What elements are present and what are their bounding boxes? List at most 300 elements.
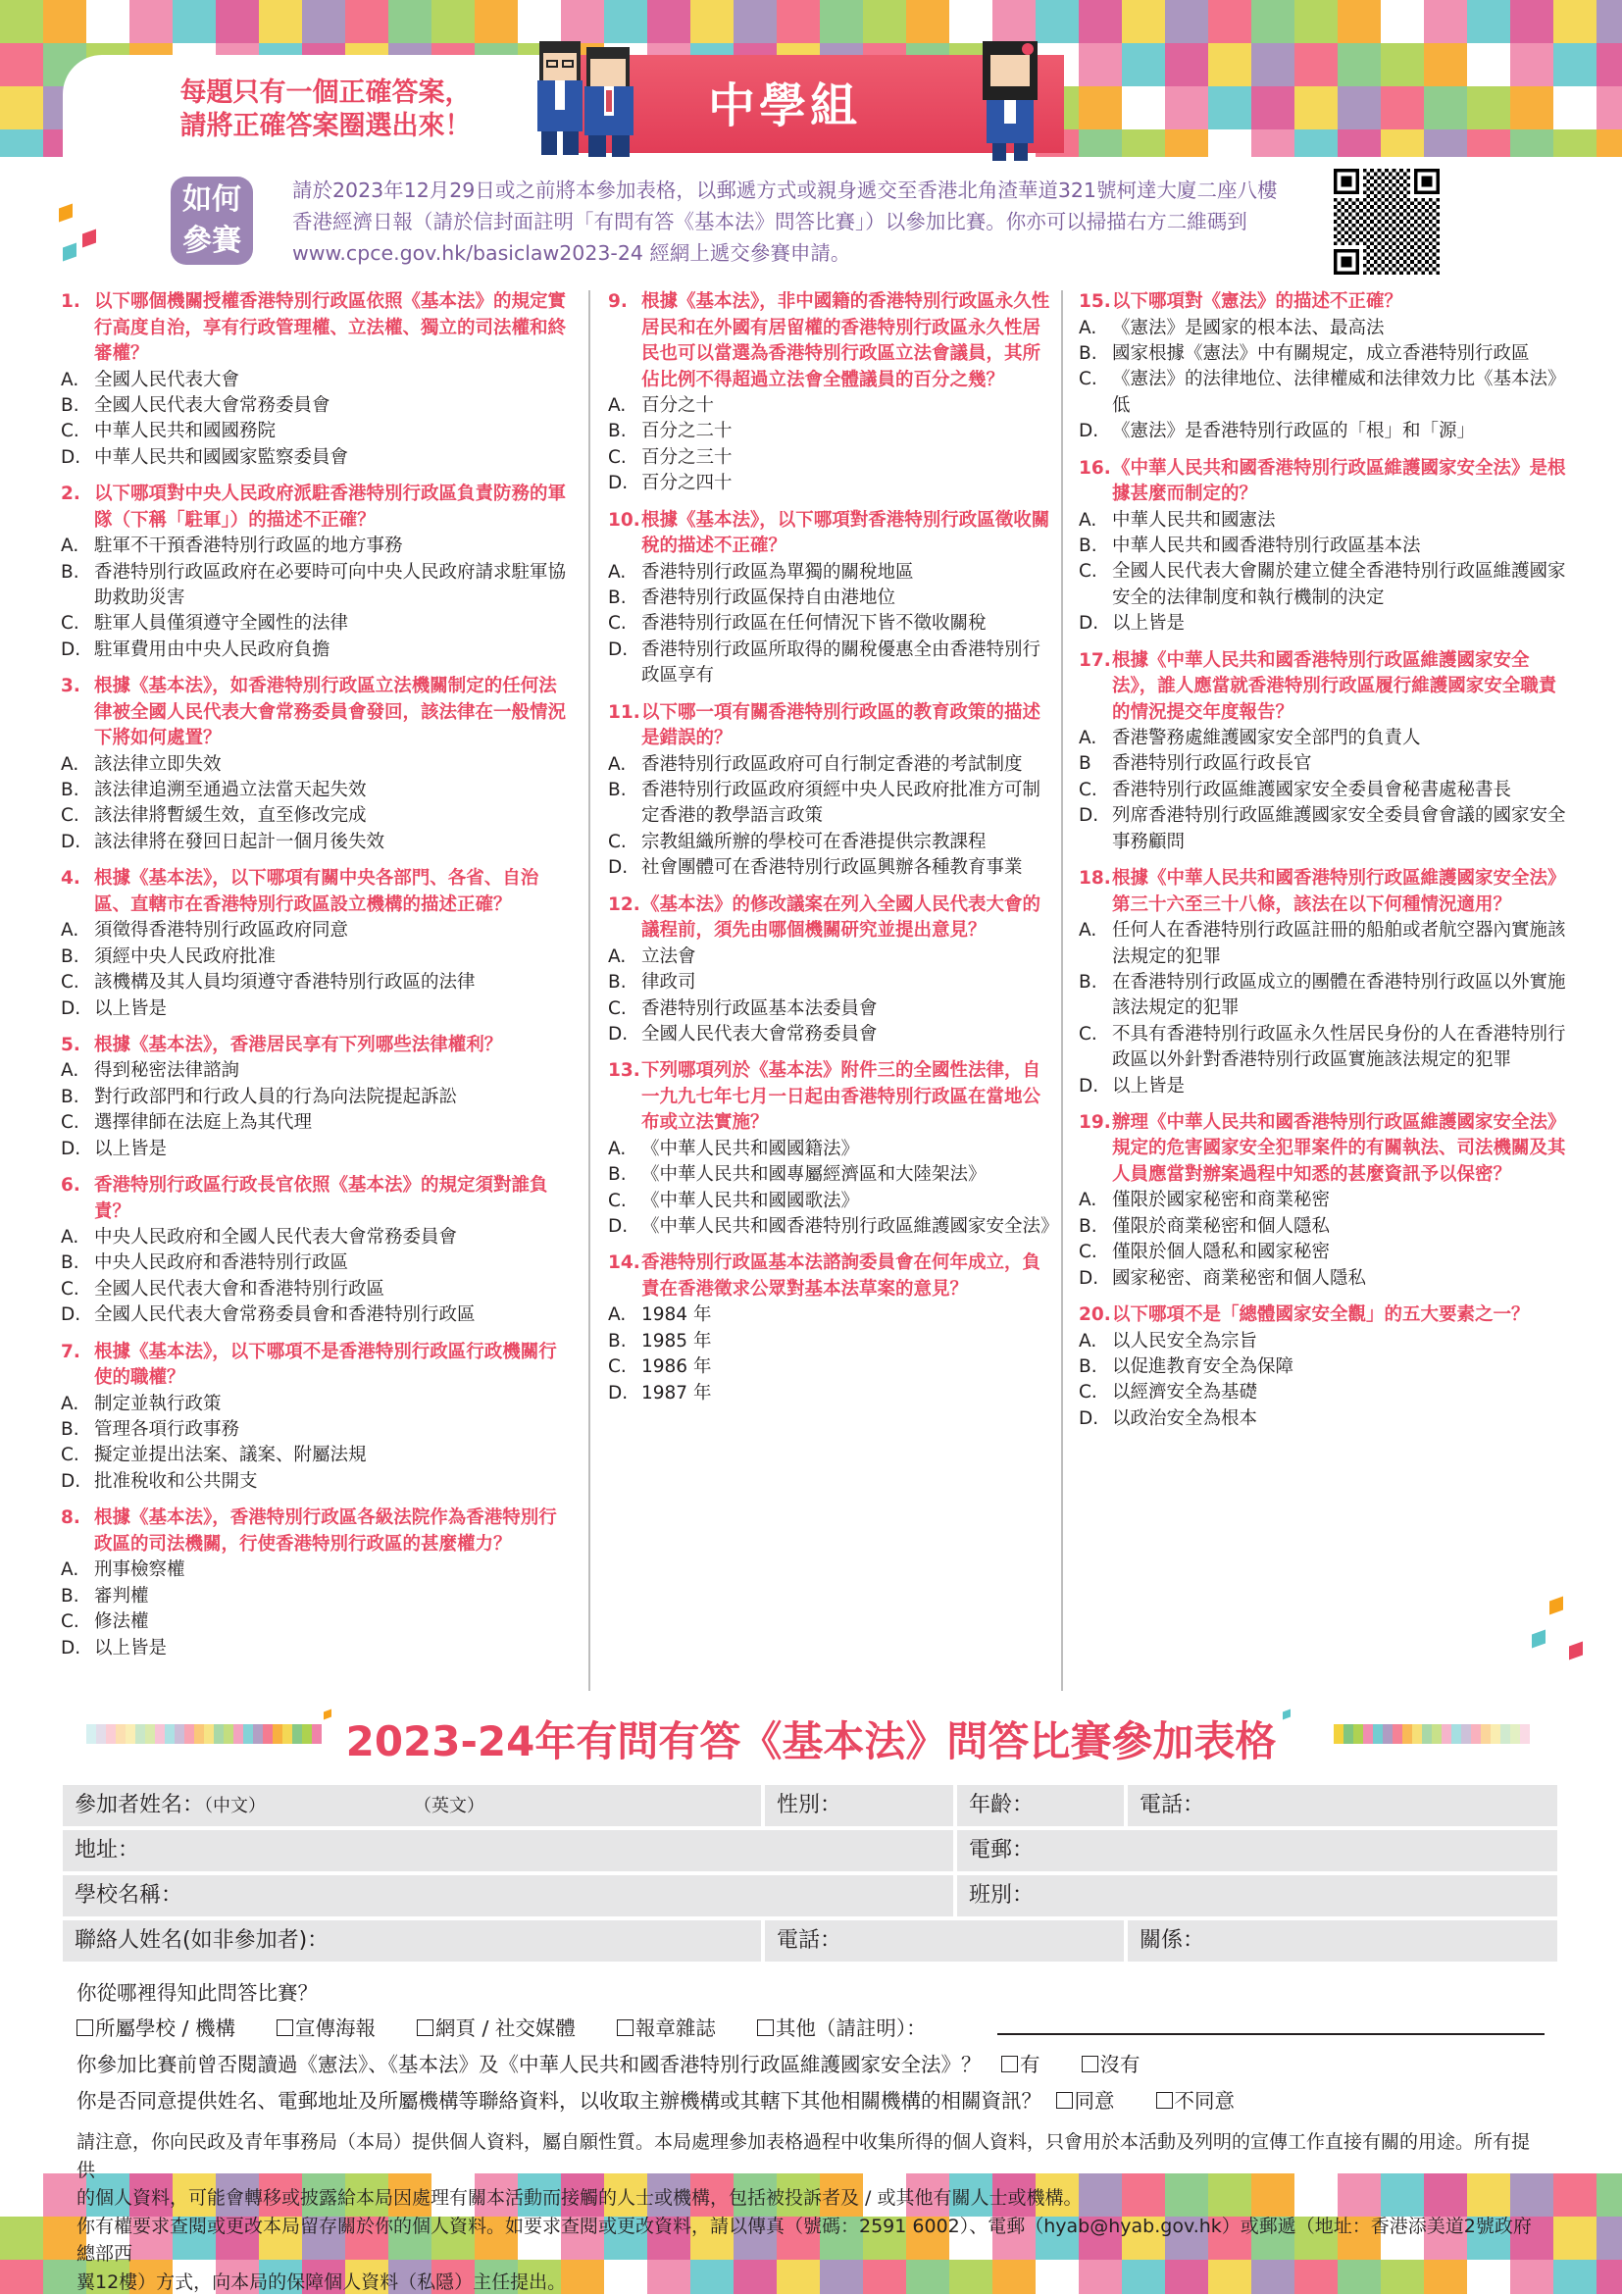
option-text: 在香港特別行政區成立的團體在香港特別行政區以外實施該法規定的犯罪	[1112, 970, 1571, 1022]
answer-option[interactable]	[61, 830, 575, 855]
option-letter: B.	[608, 778, 641, 830]
mosaic-tile	[1122, 43, 1165, 86]
option-letter: C.	[61, 611, 94, 637]
question-stem: 根據《基本法》，以下哪項不是香港特別行政區行政機關行使的職權？	[94, 1340, 575, 1392]
option-letter: C.	[61, 419, 94, 444]
strip-tile	[1471, 1724, 1481, 1744]
source-option[interactable]	[76, 2014, 235, 2043]
checkbox-icon[interactable]	[1056, 2092, 1073, 2109]
question-stem: 根據《基本法》，香港居民享有下列哪些法律權利？	[94, 1033, 575, 1059]
option-text: 1987 年	[641, 1381, 1055, 1406]
mosaic-tile	[86, 0, 129, 43]
read-question: 你參加比賽前曾否閱讀過《憲法》、《基本法》及《中華人民共和國香港特別行政區維護國家安全法》？	[76, 2053, 982, 2076]
option-text: 1986 年	[641, 1354, 1055, 1380]
checkbox-icon[interactable]	[1082, 2056, 1098, 2072]
answer-option[interactable]	[61, 1085, 575, 1110]
answer-option[interactable]	[61, 445, 575, 471]
source-label: 網頁 / 社交媒體	[435, 2016, 576, 2040]
strip-tile	[263, 1724, 273, 1744]
answer-option[interactable]	[1079, 1354, 1571, 1380]
answer-option[interactable]	[61, 970, 575, 995]
option-text: 修法權	[94, 1609, 575, 1635]
option-letter: B.	[1079, 970, 1112, 1022]
how-line-2: 香港經濟日報（請於信封面註明「有問有答《基本法》問答比賽」）以參加比賽。你亦可以掃描右方二維碼到	[292, 206, 1312, 237]
mosaic-tile	[1208, 0, 1251, 43]
class-field[interactable]	[957, 1875, 1557, 1916]
strip-tile	[194, 1724, 204, 1744]
mosaic-tile	[1553, 86, 1597, 129]
answer-option[interactable]	[1079, 316, 1571, 341]
option-letter: C.	[1079, 778, 1112, 803]
option-text: 全國人民代表大會關於建立健全香港特別行政區維護國家安全的法律制度和執行機制的決定	[1112, 559, 1571, 611]
answer-option[interactable]	[61, 1250, 575, 1276]
option-letter: B.	[608, 1162, 641, 1188]
question-number: 19.	[1079, 1110, 1112, 1189]
source-label: 報章雜誌	[635, 2016, 716, 2040]
question-block	[61, 289, 575, 471]
option-text: 百分之十	[641, 393, 1055, 419]
checkbox-icon[interactable]	[1001, 2056, 1018, 2072]
answer-option[interactable]	[1079, 1074, 1571, 1099]
question-stem: 根據《基本法》，香港特別行政區各級法院作為香港特別行政區的司法機關，行使香港特別行政區的甚麼權力？	[94, 1505, 575, 1557]
form-row-1	[63, 1785, 1557, 1826]
question-stem: 下列哪項列於《基本法》附件三的全國性法律，自一九九七年七月一日起由香港特別行政區在當地公布或立法實施？	[641, 1058, 1055, 1137]
option-letter: A.	[1079, 1329, 1112, 1354]
option-text: 中央人民政府和全國人民代表大會常務委員會	[94, 1225, 575, 1250]
answer-option[interactable]	[1079, 1240, 1571, 1265]
option-text: 該法律將在發回日起計一個月後失效	[94, 830, 575, 855]
relationship-field[interactable]	[1128, 1920, 1557, 1962]
checkbox-icon[interactable]	[1156, 2092, 1173, 2109]
answer-option[interactable]	[608, 778, 1055, 830]
answer-option[interactable]	[61, 419, 575, 444]
option-letter: A.	[61, 1392, 94, 1417]
strip-tile	[145, 1724, 155, 1744]
consent-question-row	[76, 2086, 1276, 2116]
option-letter: C.	[61, 1443, 94, 1468]
strip-tile	[302, 1724, 312, 1744]
checkbox-icon[interactable]	[417, 2019, 433, 2036]
contact-label: 聯絡人姓名(如非參加者)：	[75, 1928, 329, 1953]
option-text: 以促進教育安全為保障	[1112, 1354, 1571, 1380]
answer-option[interactable]	[61, 560, 575, 612]
answer-option[interactable]	[608, 471, 1055, 496]
source-option[interactable]	[617, 2014, 716, 2043]
group-title: 中學組	[598, 71, 971, 141]
option-text: 擬定並提出法案、議案、附屬法規	[94, 1443, 575, 1468]
option-text: 審判權	[94, 1584, 575, 1609]
answer-option[interactable]	[61, 1225, 575, 1250]
answer-option[interactable]	[608, 1022, 1055, 1047]
answer-option[interactable]	[608, 1162, 1055, 1188]
how-line-3[interactable]: www.cpce.gov.hk/basiclaw2023-24 經網上遞交參賽申請。	[292, 237, 1312, 269]
strip-tile	[175, 1724, 184, 1744]
answer-option[interactable]	[61, 534, 575, 559]
option-letter: A.	[608, 1137, 641, 1162]
answer-option[interactable]	[61, 918, 575, 944]
option-text: 國家根據《憲法》中有關規定，成立香港特別行政區	[1112, 341, 1571, 367]
answer-option[interactable]	[61, 1110, 575, 1136]
name-cn-label: （中文）	[204, 1796, 266, 1816]
mosaic-tile	[1597, 43, 1622, 86]
question-stem: 《中華人民共和國香港特別行政區維護國家安全法》是根據甚麼而制定的？	[1112, 456, 1571, 508]
title-pixel-strip-left	[86, 1724, 322, 1744]
mosaic-tile	[1165, 129, 1208, 157]
read-yes-option[interactable]	[1001, 2050, 1040, 2079]
age-label: 年齡：	[969, 1793, 1034, 1817]
answer-option[interactable]	[608, 1214, 1055, 1240]
question-stem: 以下哪項不是「總體國家安全觀」的五大要素之一？	[1112, 1302, 1571, 1329]
option-text: 國家秘密、商業秘密和個人隱私	[1112, 1266, 1571, 1292]
question-block	[608, 1250, 1055, 1406]
option-letter: B.	[1079, 341, 1112, 367]
option-letter: A.	[608, 393, 641, 419]
option-text: 僅限於國家秘密和商業秘密	[1112, 1188, 1571, 1213]
mosaic-tile	[1338, 43, 1381, 86]
notice-line-4: 翼12樓）方式，向本局的保障個人資料（私隱）主任提出。	[76, 2269, 1547, 2296]
answer-option[interactable]	[1079, 918, 1571, 970]
mosaic-tile	[1079, 43, 1122, 86]
answer-option[interactable]	[1079, 1406, 1571, 1432]
phone-label: 電話：	[1140, 1793, 1204, 1817]
strip-tile	[243, 1724, 253, 1744]
option-text: 《中華人民共和國專屬經濟區和大陸架法》	[641, 1162, 1055, 1188]
phone-field[interactable]	[1128, 1785, 1557, 1826]
option-text: 百分之三十	[641, 445, 1055, 471]
source-option-other[interactable]	[757, 2014, 927, 2043]
option-letter: B.	[1079, 534, 1112, 559]
question-number: 13.	[608, 1058, 641, 1137]
mosaic-tile	[1510, 43, 1553, 86]
mosaic-tile	[1597, 2260, 1622, 2294]
answer-option[interactable]	[608, 1189, 1055, 1214]
answer-option[interactable]	[1079, 1188, 1571, 1213]
girl-mascot-icon	[977, 35, 1045, 163]
answer-option[interactable]	[608, 944, 1055, 970]
option-text: 僅限於商業秘密和個人隱私	[1112, 1214, 1571, 1240]
source-option[interactable]	[417, 2014, 576, 2043]
answer-option[interactable]	[1079, 611, 1571, 637]
answer-option[interactable]	[61, 368, 575, 393]
answer-option[interactable]	[608, 638, 1055, 689]
answer-option[interactable]	[608, 393, 1055, 419]
answer-option[interactable]	[608, 445, 1055, 471]
option-letter: C.	[1079, 367, 1112, 419]
answer-option[interactable]	[1079, 1022, 1571, 1074]
question-number: 15.	[1079, 289, 1112, 316]
address-field[interactable]	[63, 1830, 953, 1871]
mosaic-tile	[1553, 129, 1597, 157]
option-text: 全國人民代表大會常務委員會和香港特別行政區	[94, 1302, 575, 1328]
read-no-option[interactable]	[1082, 2050, 1140, 2079]
email-field[interactable]	[957, 1830, 1557, 1871]
question-number: 14.	[608, 1250, 641, 1302]
mosaic-tile	[1510, 86, 1553, 129]
mosaic-tile	[216, 0, 259, 43]
answer-option[interactable]	[608, 1302, 1055, 1328]
answer-option[interactable]	[61, 996, 575, 1022]
option-letter: C.	[608, 996, 641, 1022]
option-text: 中華人民共和國國務院	[94, 419, 575, 444]
question-block	[61, 866, 575, 1022]
answer-option[interactable]	[1079, 1380, 1571, 1405]
option-text: 以上皆是	[1112, 1074, 1571, 1099]
answer-option[interactable]	[608, 855, 1055, 881]
option-letter: C.	[608, 611, 641, 637]
mosaic-tile	[129, 0, 173, 43]
mosaic-tile	[1553, 2260, 1597, 2294]
answer-option[interactable]	[608, 1354, 1055, 1380]
answer-option[interactable]	[1079, 419, 1571, 444]
strip-tile	[1432, 1724, 1442, 1744]
answer-option[interactable]	[608, 970, 1055, 995]
option-letter: C.	[61, 1277, 94, 1302]
answer-option[interactable]	[61, 1557, 575, 1583]
consent-yes-option[interactable]	[1056, 2086, 1115, 2116]
answer-option[interactable]	[1079, 508, 1571, 534]
answer-option[interactable]	[61, 1636, 575, 1661]
answer-option[interactable]	[61, 638, 575, 663]
answer-option[interactable]	[61, 611, 575, 637]
question-text	[1079, 456, 1571, 508]
question-block	[61, 1173, 575, 1329]
option-letter: B.	[608, 970, 641, 995]
strip-tile	[312, 1724, 322, 1744]
source-label: 所屬學校 / 機構	[95, 2016, 235, 2040]
option-text: 中華人民共和國國家監察委員會	[94, 445, 575, 471]
answer-option[interactable]	[61, 944, 575, 970]
answer-option[interactable]	[608, 611, 1055, 637]
checkbox-icon[interactable]	[76, 2019, 93, 2036]
option-text: 全國人民代表大會和香港特別行政區	[94, 1277, 575, 1302]
option-letter: B.	[61, 560, 94, 612]
age-field[interactable]	[957, 1785, 1124, 1826]
option-letter: D.	[1079, 1074, 1112, 1099]
mosaic-tile	[1338, 86, 1381, 129]
contact-name-field[interactable]	[63, 1920, 761, 1962]
mosaic-tile	[1424, 0, 1467, 43]
answer-option[interactable]	[608, 586, 1055, 611]
answer-option[interactable]	[1079, 970, 1571, 1022]
answer-option[interactable]	[61, 393, 575, 419]
answer-option[interactable]	[608, 1381, 1055, 1406]
option-text: 香港特別行政區基本法委員會	[641, 996, 1055, 1022]
question-text	[61, 1033, 575, 1059]
question-block	[1079, 456, 1571, 638]
answer-option[interactable]	[1079, 1329, 1571, 1354]
question-block	[61, 1340, 575, 1496]
option-letter: B.	[61, 1417, 94, 1443]
mosaic-tile	[1467, 43, 1510, 86]
mosaic-tile	[1597, 129, 1622, 157]
option-letter: B.	[1079, 1354, 1112, 1380]
mosaic-tile	[863, 0, 906, 43]
option-text: 該機構及其人員均須遵守香港特別行政區的法律	[94, 970, 575, 995]
mosaic-tile	[0, 129, 43, 157]
answer-option[interactable]	[61, 1609, 575, 1635]
answer-option[interactable]	[61, 778, 575, 803]
relation-label: 關係：	[1140, 1928, 1204, 1953]
source-option[interactable]	[277, 2014, 376, 2043]
mosaic-tile	[1294, 0, 1338, 43]
question-number: 3.	[61, 674, 94, 752]
answer-option[interactable]	[608, 996, 1055, 1022]
consent-no-option[interactable]	[1156, 2086, 1236, 2116]
answer-option[interactable]	[1079, 1266, 1571, 1292]
checkbox-icon[interactable]	[617, 2019, 634, 2036]
mosaic-row	[0, 0, 1622, 43]
option-letter: D.	[608, 638, 641, 689]
answer-option[interactable]	[61, 1469, 575, 1495]
badge-line-1: 如何	[171, 179, 253, 221]
question-text	[61, 1340, 575, 1392]
mosaic-tile	[1251, 86, 1294, 129]
option-text: 《憲法》是國家的根本法、最高法	[1112, 316, 1571, 341]
strip-tile	[1422, 1724, 1432, 1744]
answer-option[interactable]	[608, 560, 1055, 586]
contact-phone-label: 電話：	[777, 1928, 841, 1953]
question-number: 1.	[61, 289, 94, 368]
strip-tile	[224, 1724, 233, 1744]
answer-option[interactable]	[61, 1443, 575, 1468]
mosaic-tile	[647, 0, 690, 43]
option-text: 1984 年	[641, 1302, 1055, 1328]
question-text	[61, 1173, 575, 1225]
participant-name-field[interactable]	[63, 1785, 761, 1826]
mosaic-tile	[1251, 129, 1294, 157]
answer-option[interactable]	[1079, 803, 1571, 855]
strip-tile	[1510, 1724, 1520, 1744]
question-block	[1079, 289, 1571, 445]
strip-tile	[1393, 1724, 1402, 1744]
option-text: 律政司	[641, 970, 1055, 995]
form-row-4	[63, 1920, 1557, 1962]
answer-option[interactable]	[1079, 778, 1571, 803]
answer-option[interactable]	[61, 1584, 575, 1609]
option-letter: D.	[608, 1022, 641, 1047]
option-letter: D.	[61, 1469, 94, 1495]
option-text: 香港特別行政區在任何情況下皆不徵收關稅	[641, 611, 1055, 637]
answer-option[interactable]	[608, 830, 1055, 855]
question-stem: 根據《基本法》，如香港特別行政區立法機關制定的任何法律被全國人民代表大會常務委員會發回，該法律在一般情況下將如何處置？	[94, 674, 575, 752]
qr-code-icon[interactable]	[1334, 169, 1440, 275]
option-text: 不具有香港特別行政區永久性居民身份的人在香港特別行政區以外針對香港特別行政區實施該法規定的犯罪	[1112, 1022, 1571, 1074]
option-text: 刑事檢察權	[94, 1557, 575, 1583]
option-letter: D.	[61, 1636, 94, 1661]
option-text: 香港特別行政區為單獨的關稅地區	[641, 560, 1055, 586]
mosaic-tile	[1079, 129, 1122, 157]
mosaic-tile	[1381, 129, 1424, 157]
checkbox-icon[interactable]	[277, 2019, 293, 2036]
answer-option[interactable]	[1079, 341, 1571, 367]
source-question: 你從哪裡得知此問答比賽？	[76, 1978, 318, 2008]
form-row-2	[63, 1830, 1557, 1871]
mosaic-tile	[1424, 43, 1467, 86]
strip-tile	[253, 1724, 263, 1744]
strip-tile	[233, 1724, 243, 1744]
option-text: 駐軍人員僅須遵守全國性的法律	[94, 611, 575, 637]
option-letter: A.	[61, 1225, 94, 1250]
answer-option[interactable]	[61, 1392, 575, 1417]
option-text: 制定並執行政策	[94, 1392, 575, 1417]
checkbox-icon[interactable]	[757, 2019, 774, 2036]
answer-option[interactable]	[1079, 367, 1571, 419]
option-letter: A.	[61, 1058, 94, 1084]
mosaic-tile	[734, 0, 777, 43]
strip-tile	[184, 1724, 194, 1744]
strip-tile	[135, 1724, 145, 1744]
mosaic-tile	[0, 2217, 43, 2260]
option-letter: B.	[608, 1329, 641, 1354]
option-letter: D.	[608, 1381, 641, 1406]
answer-option[interactable]	[61, 1302, 575, 1328]
answer-option[interactable]	[1079, 751, 1571, 777]
answer-option[interactable]	[608, 1329, 1055, 1354]
option-text: 全國人民代表大會	[94, 368, 575, 393]
option-text: 管理各項行政事務	[94, 1417, 575, 1443]
option-text: 《中華人民共和國國籍法》	[641, 1137, 1055, 1162]
mosaic-tile	[0, 2173, 43, 2217]
gender-field[interactable]	[765, 1785, 953, 1826]
strip-tile	[204, 1724, 214, 1744]
answer-option[interactable]	[61, 1137, 575, 1162]
contact-phone-field[interactable]	[765, 1920, 1124, 1962]
option-letter: C.	[61, 970, 94, 995]
answer-option[interactable]	[1079, 1214, 1571, 1240]
mosaic-tile	[1208, 129, 1251, 157]
option-text: 以上皆是	[94, 996, 575, 1022]
question-text	[608, 1250, 1055, 1302]
mosaic-tile	[1381, 43, 1424, 86]
answer-option[interactable]	[1079, 559, 1571, 611]
question-text	[61, 289, 575, 368]
answer-option[interactable]	[61, 752, 575, 778]
mosaic-tile	[1165, 86, 1208, 129]
option-letter: B.	[61, 1250, 94, 1276]
answer-option[interactable]	[61, 1277, 575, 1302]
answer-option[interactable]	[608, 752, 1055, 778]
option-letter: D.	[1079, 611, 1112, 637]
question-block	[1079, 866, 1571, 1099]
option-letter: D.	[61, 830, 94, 855]
question-stem: 根據《基本法》，非中國籍的香港特別行政區永久性居民和在外國有居留權的香港特別行政區永久性居民也可以當選為香港特別行政區立法會議員，其所佔比例不得超過立法會全體議員的百分之幾？	[641, 289, 1055, 393]
consent-no-label: 不同意	[1175, 2089, 1236, 2113]
answer-option[interactable]	[61, 1058, 575, 1084]
name-label: 參加者姓名：	[75, 1793, 204, 1817]
answer-option[interactable]	[1079, 726, 1571, 751]
answer-option[interactable]	[1079, 534, 1571, 559]
gender-label: 性別：	[777, 1793, 841, 1817]
school-field[interactable]	[63, 1875, 953, 1916]
answer-option[interactable]	[61, 803, 575, 829]
answer-option[interactable]	[61, 1417, 575, 1443]
option-letter: A.	[1079, 726, 1112, 751]
question-number: 12.	[608, 893, 641, 944]
notice-line-2: 的個人資料，可能會轉移或披露給本局因處理有關本活動而接觸的人士或機構，包括被投訴者及 / 或其他有關人士或機構。	[76, 2184, 1547, 2213]
option-letter: A.	[608, 1302, 641, 1328]
question-text	[1079, 289, 1571, 316]
mosaic-tile	[1467, 0, 1510, 43]
mosaic-tile	[1553, 0, 1597, 43]
option-letter: A.	[608, 944, 641, 970]
strip-tile	[214, 1724, 224, 1744]
option-letter: A.	[1079, 1188, 1112, 1213]
other-specify-line[interactable]	[997, 2033, 1545, 2035]
answer-option[interactable]	[608, 1137, 1055, 1162]
question-number: 17.	[1079, 648, 1112, 727]
option-text: 香港警務處維護國家安全部門的負責人	[1112, 726, 1571, 751]
answer-option[interactable]	[608, 419, 1055, 444]
